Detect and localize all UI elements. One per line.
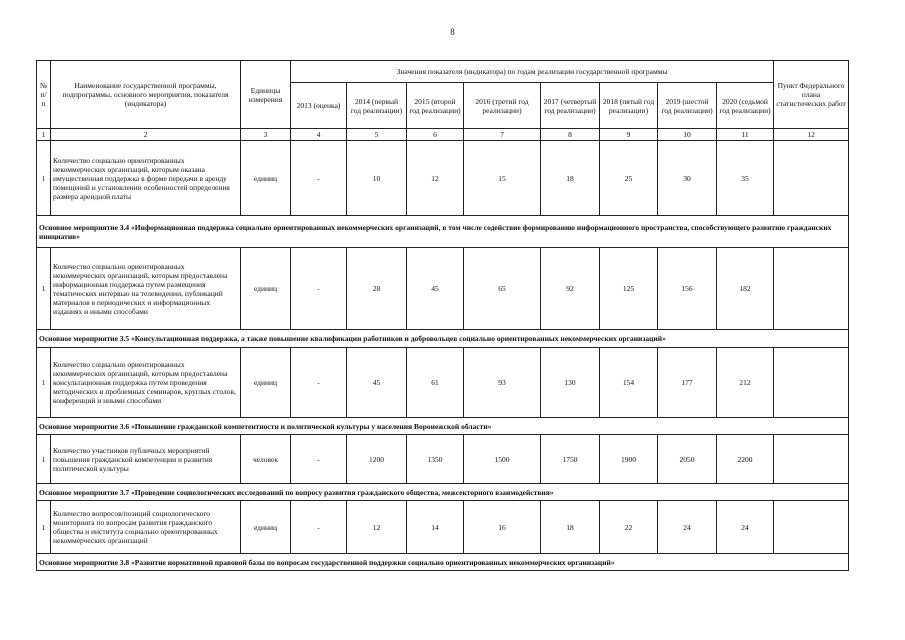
column-number: 9 xyxy=(600,129,658,141)
value-cell: 25 xyxy=(600,141,658,216)
header-values-group: Значения показателя (индикатора) по годам реализации государственной программы xyxy=(291,61,774,83)
value-cell: 16 xyxy=(464,501,541,554)
column-number: 5 xyxy=(347,129,407,141)
section-title: Основное мероприятие 3.6 «Повышение гражданской компетентности и политической культуры у населения Воронежской области» xyxy=(37,418,849,435)
header-row-top xyxy=(37,61,849,83)
value-cell: 156 xyxy=(658,248,717,330)
unit-cell: человек xyxy=(241,435,291,484)
header-name: Наименование государственной программы, подпрограммы, основного мероприятия, показателя (индикатора) xyxy=(51,61,241,129)
row-number: 1 xyxy=(37,348,51,418)
row-number: 1 xyxy=(37,248,51,330)
value-cell: 14 xyxy=(407,501,464,554)
value-cell: 30 xyxy=(658,141,717,216)
value-cell: 18 xyxy=(541,501,600,554)
indicators-table xyxy=(36,60,849,571)
row-number: 1 xyxy=(37,501,51,554)
value-cell: 2200 xyxy=(717,435,774,484)
page-number: 8 xyxy=(450,27,455,37)
header-year: 2015 (второй год реализации) xyxy=(407,83,464,129)
section-title: Основное мероприятие 3.4 «Информационная поддержка социально ориентированных некоммерческих организаций, в том числе содействие формированию информационного пространства, способствующего развитию гражданских инициатив» xyxy=(37,216,849,248)
indicator-row xyxy=(37,141,849,216)
value-cell: 1750 xyxy=(541,435,600,484)
federal-plan-cell xyxy=(774,248,849,330)
value-cell: 177 xyxy=(658,348,717,418)
value-cell: 1900 xyxy=(600,435,658,484)
indicator-row xyxy=(37,348,849,418)
value-cell: 65 xyxy=(464,248,541,330)
column-number-row xyxy=(37,129,849,141)
value-cell: - xyxy=(291,141,347,216)
section-title: Основное мероприятие 3.7 «Проведение социологических исследований по вопросу развития гражданского общества, межсекторного взаимодействия» xyxy=(37,484,849,501)
value-cell: 24 xyxy=(658,501,717,554)
value-cell: 45 xyxy=(407,248,464,330)
value-cell: 45 xyxy=(347,348,407,418)
value-cell: 18 xyxy=(541,141,600,216)
indicator-row xyxy=(37,435,849,484)
header-year: 2018 (пятый год реализации) xyxy=(600,83,658,129)
indicator-row xyxy=(37,501,849,554)
section-title: Основное мероприятие 3.8 «Развитие нормативной правовой базы по вопросам государственной поддержки социально ориентированных некоммерческих организаций» xyxy=(37,554,849,571)
value-cell: 125 xyxy=(600,248,658,330)
header-year: 2013 (оценка) xyxy=(291,83,347,129)
header-unit: Единицы измерения xyxy=(241,61,291,129)
value-cell: - xyxy=(291,248,347,330)
header-year: 2019 (шестой год реализации) xyxy=(658,83,717,129)
value-cell: 15 xyxy=(464,141,541,216)
value-cell: 154 xyxy=(600,348,658,418)
column-number: 11 xyxy=(717,129,774,141)
indicator-row xyxy=(37,248,849,330)
header-year: 2014 (первый год реализации) xyxy=(347,83,407,129)
section-row xyxy=(37,418,849,435)
federal-plan-cell xyxy=(774,435,849,484)
value-cell: - xyxy=(291,501,347,554)
column-number: 6 xyxy=(407,129,464,141)
federal-plan-cell xyxy=(774,501,849,554)
indicator-name: Количество социально ориентированных некоммерческих организаций, которым оказана имущественная поддержка в форме передачи в аренду помещений и установлении особенностей определения размера арендной платы xyxy=(51,141,241,216)
value-cell: 22 xyxy=(600,501,658,554)
column-number: 3 xyxy=(241,129,291,141)
column-number: 7 xyxy=(464,129,541,141)
value-cell: 12 xyxy=(407,141,464,216)
value-cell: 1200 xyxy=(347,435,407,484)
value-cell: 28 xyxy=(347,248,407,330)
value-cell: 10 xyxy=(347,141,407,216)
header-year: 2020 (седьмой год реализации) xyxy=(717,83,774,129)
value-cell: 12 xyxy=(347,501,407,554)
header-federal: Пункт Федерального плана статистических работ xyxy=(774,61,849,129)
unit-cell: единиц xyxy=(241,501,291,554)
indicator-name: Количество социально ориентированных некоммерческих организаций, которым предоставлена информационная поддержка путем размещения тематических интервью на телевидении, публикаций материалов в периодических и информационных изданиях и иными способами xyxy=(51,248,241,330)
value-cell: 93 xyxy=(464,348,541,418)
value-cell: 92 xyxy=(541,248,600,330)
value-cell: 182 xyxy=(717,248,774,330)
column-number: 10 xyxy=(658,129,717,141)
value-cell: 35 xyxy=(717,141,774,216)
value-cell: - xyxy=(291,348,347,418)
column-number: 4 xyxy=(291,129,347,141)
value-cell: 2050 xyxy=(658,435,717,484)
federal-plan-cell xyxy=(774,141,849,216)
value-cell: 1500 xyxy=(464,435,541,484)
unit-cell: единиц xyxy=(241,141,291,216)
indicator-name: Количество участников публичных мероприятий повышения гражданской компетенции и развития политической культуры xyxy=(51,435,241,484)
column-number: 2 xyxy=(51,129,241,141)
value-cell: 61 xyxy=(407,348,464,418)
value-cell: 130 xyxy=(541,348,600,418)
federal-plan-cell xyxy=(774,348,849,418)
indicator-name: Количество вопросов/позиций социологического мониторинга по вопросам развития гражданского общества и института социально ориентированных некоммерческих организаций xyxy=(51,501,241,554)
section-title: Основное мероприятие 3.5 «Консультационная поддержка, а также повышение квалификации работников и добровольцев социально ориентированных некоммерческих организаций» xyxy=(37,330,849,348)
header-year: 2017 (четвертый год реализации) xyxy=(541,83,600,129)
value-cell: 24 xyxy=(717,501,774,554)
section-row xyxy=(37,330,849,348)
header-num: № п/п xyxy=(37,61,51,129)
unit-cell: единиц xyxy=(241,248,291,330)
unit-cell: единиц xyxy=(241,348,291,418)
value-cell: 212 xyxy=(717,348,774,418)
column-number: 1 xyxy=(37,129,51,141)
row-number: 1 xyxy=(37,435,51,484)
value-cell: 1350 xyxy=(407,435,464,484)
header-year: 2016 (третий год реализации) xyxy=(464,83,541,129)
indicator-name: Количество социально ориентированных некоммерческих организаций, которым предоставлена консультационная поддержка путем проведения методических и проблемных семинаров, круглых столов, конференций и иными способами xyxy=(51,348,241,418)
value-cell: - xyxy=(291,435,347,484)
row-number: 1 xyxy=(37,141,51,216)
section-row xyxy=(37,554,849,571)
section-row xyxy=(37,484,849,501)
section-row xyxy=(37,216,849,248)
column-number: 8 xyxy=(541,129,600,141)
column-number: 12 xyxy=(774,129,849,141)
